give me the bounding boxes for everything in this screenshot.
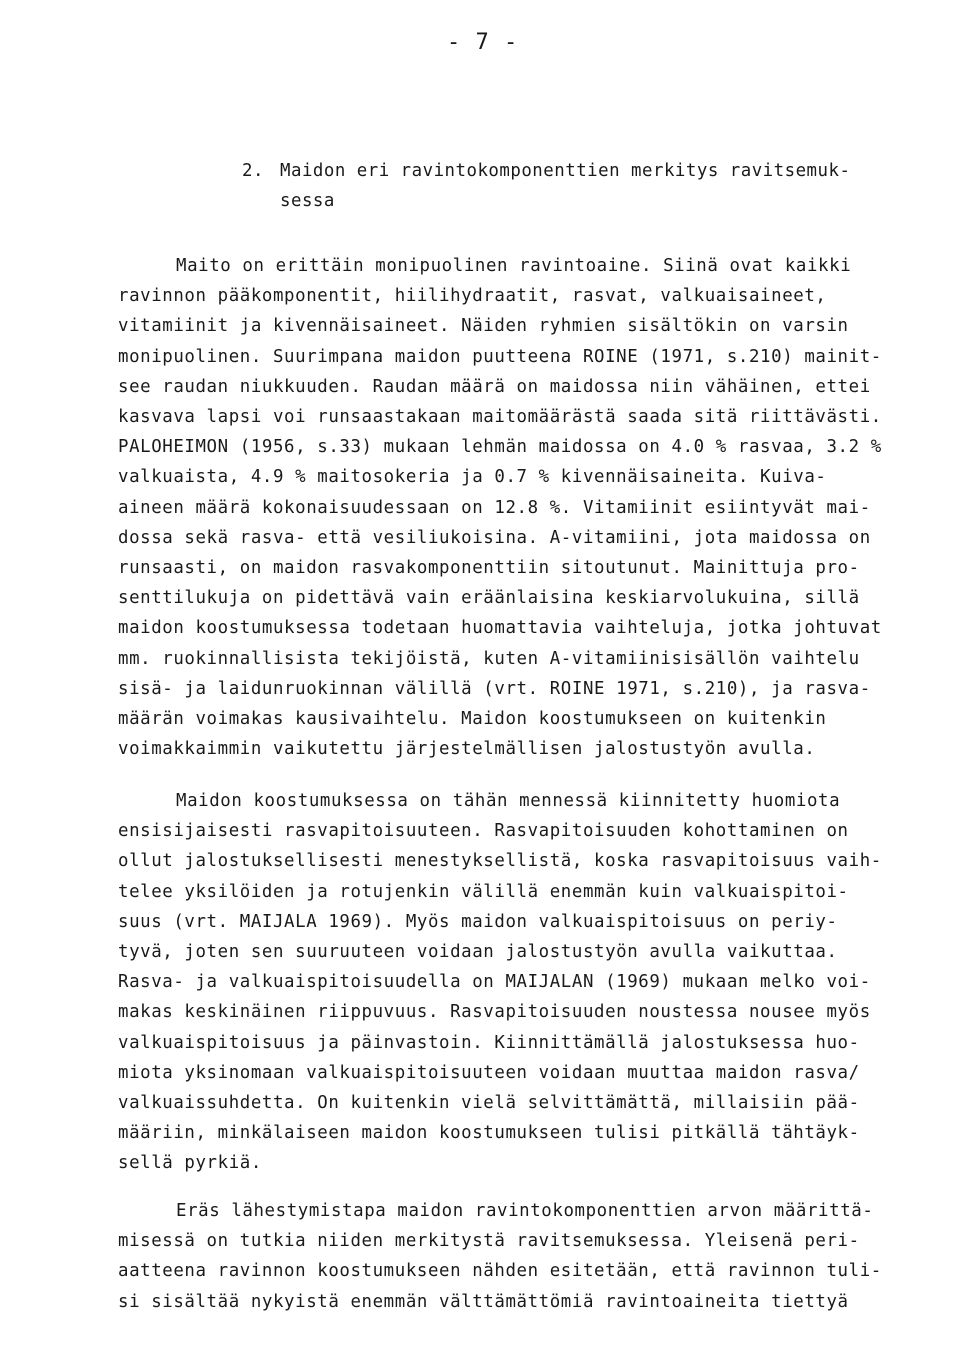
text-line: aineen määrä kokonaisuudessaan on 12.8 %. Vitamiinit esiintyvät mai- bbox=[118, 497, 871, 518]
text-line: sisä- ja laidunruokinnan välillä (vrt. ROINE 1971, s.210), ja rasva- bbox=[118, 678, 871, 699]
text-line: makas keskinäinen riippuvuus. Rasvapitoisuuden noustessa nousee myös bbox=[118, 1002, 871, 1023]
text-line: miota yksinomaan valkuaispitoisuuteen voidaan muuttaa maidon rasva/ bbox=[118, 1062, 860, 1083]
page-number: - 7 - bbox=[447, 30, 519, 55]
text-line: valkuaissuhdetta. On kuitenkin vielä selvittämättä, millaisiin pää- bbox=[118, 1093, 860, 1114]
text-line: ravinnon pääkomponentit, hiilihydraatit, rasvat, valkuaisaineet, bbox=[118, 286, 827, 307]
text-line: määrän voimakas kausivaihtelu. Maidon koostumukseen on kuitenkin bbox=[118, 709, 827, 730]
section-number: 2. bbox=[242, 161, 264, 181]
text-line: runsaasti, on maidon rasvakomponenttiin sitoutunut. Mainittuja pro- bbox=[118, 558, 860, 579]
text-line: tyvä, joten sen suuruuteen voidaan jalostustyön avulla vaikuttaa. bbox=[118, 942, 838, 963]
text-line: suus (vrt. MAIJALA 1969). Myös maidon valkuaispitoisuus on periy- bbox=[118, 911, 838, 932]
section-heading bbox=[242, 156, 932, 216]
section-title-line-1: Maidon eri ravintokomponenttien merkitys ravitsemuk- bbox=[280, 161, 851, 181]
text-line: monipuolinen. Suurimpana maidon puutteena ROINE (1971, s.210) mainit- bbox=[118, 346, 882, 367]
text-line: määriin, minkälaiseen maidon koostumukseen tulisi pitkällä tähtäyk- bbox=[118, 1123, 860, 1144]
text-line: aatteena ravinnon koostumukseen nähden esitetään, että ravinnon tuli- bbox=[118, 1261, 882, 1282]
paragraph-1 bbox=[118, 251, 948, 764]
text-line: mm. ruokinnallisista tekijöistä, kuten A-vitamiinisisällön vaihtelu bbox=[118, 648, 860, 669]
text-line: Maidon koostumuksessa on tähän mennessä kiinnitetty huomiota bbox=[176, 791, 841, 811]
text-line: valkuaista, 4.9 % maitosokeria ja 0.7 % kivennäisaineita. Kuiva- bbox=[118, 467, 827, 488]
text-line: ensisijaisesti rasvapitoisuuteen. Rasvapitoisuuden kohottaminen on bbox=[118, 821, 849, 842]
paragraph-2 bbox=[118, 786, 948, 1179]
text-line: dossa sekä rasva- että vesiliukoisina. A-vitamiini, jota maidossa on bbox=[118, 527, 871, 548]
text-line: valkuaispitoisuus ja päinvastoin. Kiinnittämällä jalostuksessa huo- bbox=[118, 1032, 860, 1053]
text-line: voimakkaimmin vaikutettu järjestelmällisen jalostustyön avulla. bbox=[118, 739, 816, 760]
text-line: see raudan niukkuuden. Raudan määrä on maidossa niin vähäinen, ettei bbox=[118, 376, 871, 397]
text-line: telee yksilöiden ja rotujenkin välillä enemmän kuin valkuaispitoi- bbox=[118, 881, 849, 902]
text-line: si sisältää nykyistä enemmän välttämättömiä ravintoaineita tiettyä bbox=[118, 1291, 849, 1312]
text-line: kasvava lapsi voi runsaastakaan maitomäärästä saada sitä riittävästi. bbox=[118, 407, 882, 428]
text-line: maidon koostumuksessa todetaan huomattavia vaihteluja, jotka johtuvat bbox=[118, 618, 882, 639]
text-line: sellä pyrkiä. bbox=[118, 1153, 262, 1174]
section-title-line-2: sessa bbox=[280, 191, 335, 211]
text-line: misessä on tutkia niiden merkitystä ravitsemuksessa. Yleisenä peri- bbox=[118, 1231, 860, 1252]
text-line: PALOHEIMON (1956, s.33) mukaan lehmän maidossa on 4.0 % rasvaa, 3.2 % bbox=[118, 437, 882, 458]
text-line: Maito on erittäin monipuolinen ravintoaine. Siinä ovat kaikki bbox=[176, 256, 852, 276]
text-line: senttilukuja on pidettävä vain eräänlaisina keskiarvolukuina, sillä bbox=[118, 588, 860, 609]
text-line: vitamiinit ja kivennäisaineet. Näiden ryhmien sisältökin on varsin bbox=[118, 316, 849, 337]
text-line: ollut jalostuksellisesti menestyksellistä, koska rasvapitoisuus vaih- bbox=[118, 851, 882, 872]
text-line: Rasva- ja valkuaispitoisuudella on MAIJALAN (1969) mukaan melko voi- bbox=[118, 972, 871, 993]
text-line: Eräs lähestymistapa maidon ravintokomponenttien arvon määrittä- bbox=[176, 1201, 874, 1221]
paragraph-3 bbox=[118, 1196, 948, 1317]
